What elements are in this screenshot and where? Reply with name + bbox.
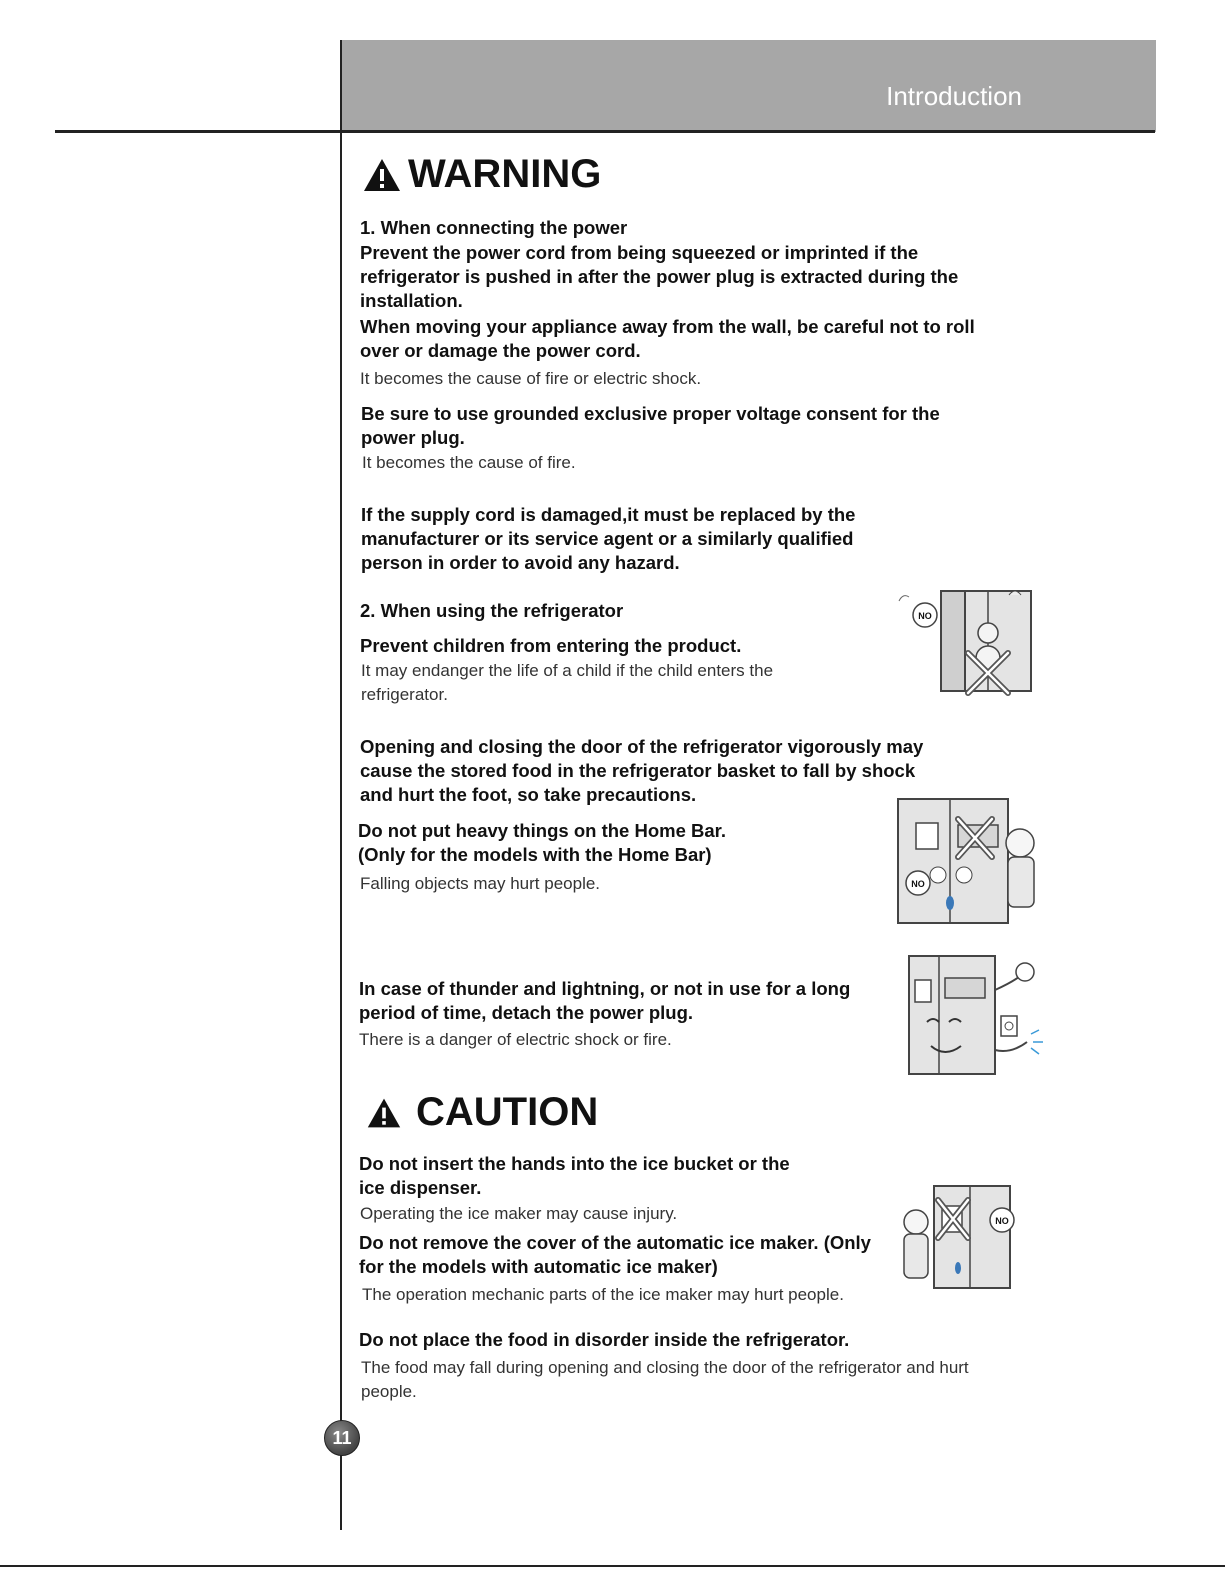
caution-title (366, 1090, 598, 1135)
caution-paragraph-1-note: Operating the ice maker may cause injury. (360, 1204, 678, 1223)
caution-paragraph-2: Do not remove the cover of the automatic ice maker. (Only for the models with automatic ice maker) (359, 1232, 871, 1277)
no-sign-label: NO (995, 1216, 1009, 1226)
warning-triangle-icon (362, 157, 402, 193)
page-number: 11 (324, 1420, 360, 1456)
s2-paragraph-1-note: It may endanger the life of a child if the child enters the refrigerator. (361, 661, 774, 704)
s1-paragraph-3-note: It becomes the cause of fire. (362, 453, 576, 472)
section2-heading: 2. When using the refrigerator (360, 600, 624, 621)
warning-title-text: WARNING (408, 152, 602, 196)
s2-paragraph-2: Opening and closing the door of the refrigerator vigorously may cause the stored food in the refrigerator basket to fall by shock and hurt the foot, so take precautions. (360, 736, 924, 805)
bottom-rule (0, 1565, 1225, 1567)
header-rule (55, 130, 1155, 133)
home-bar-illustration (888, 795, 1048, 930)
s1-paragraph-2: When moving your appliance away from the wall, be careful not to roll over or damage the power cord. (360, 316, 975, 361)
caution-paragraph-1: Do not insert the hands into the ice bucket or the ice dispenser. (359, 1153, 790, 1198)
section-title: Introduction (886, 81, 1022, 111)
s1-paragraph-3: Be sure to use grounded exclusive proper voltage consent for the power plug. (361, 403, 940, 448)
no-sign-label: NO (911, 879, 925, 889)
caution-paragraph-3: Do not place the food in disorder inside the refrigerator. (359, 1329, 850, 1350)
header-bar (341, 40, 1156, 132)
s1-paragraph-4: If the supply cord is damaged,it must be replaced by the manufacturer or its service agent or a similarly qualified person in order to avoid any hazard. (361, 504, 856, 573)
s2-paragraph-4-note: There is a danger of electric shock or fire. (359, 1030, 672, 1049)
s1-paragraph-1: Prevent the power cord from being squeezed or imprinted if the refrigerator is pushed in after the power plug is extracted during the installation. (360, 242, 959, 311)
warning-triangle-icon (366, 1096, 402, 1130)
ice-dispenser-illustration (898, 1182, 1023, 1292)
s2-paragraph-3-note: Falling objects may hurt people. (360, 874, 601, 893)
s2-paragraph-4: In case of thunder and lightning, or not in use for a long period of time, detach the power plug. (359, 978, 851, 1023)
s2-paragraph-3: Do not put heavy things on the Home Bar. (Only for the models with the Home Bar) (358, 820, 726, 865)
s1-paragraph-2-note: It becomes the cause of fire or electric shock. (360, 369, 702, 388)
caution-paragraph-2-note: The operation mechanic parts of the ice maker may hurt people. (362, 1285, 844, 1304)
warning-title (362, 152, 601, 197)
section1-heading: 1. When connecting the power (360, 217, 628, 238)
unplug-illustration (893, 950, 1048, 1080)
caution-title-text: CAUTION (416, 1090, 599, 1134)
child-in-fridge-illustration (893, 583, 1043, 703)
no-sign-label: NO (918, 611, 932, 621)
s2-paragraph-1: Prevent children from entering the product. (360, 635, 742, 656)
margin-rule (340, 40, 342, 1530)
caution-paragraph-3-note: The food may fall during opening and closing the door of the refrigerator and hurt people. (361, 1358, 969, 1401)
